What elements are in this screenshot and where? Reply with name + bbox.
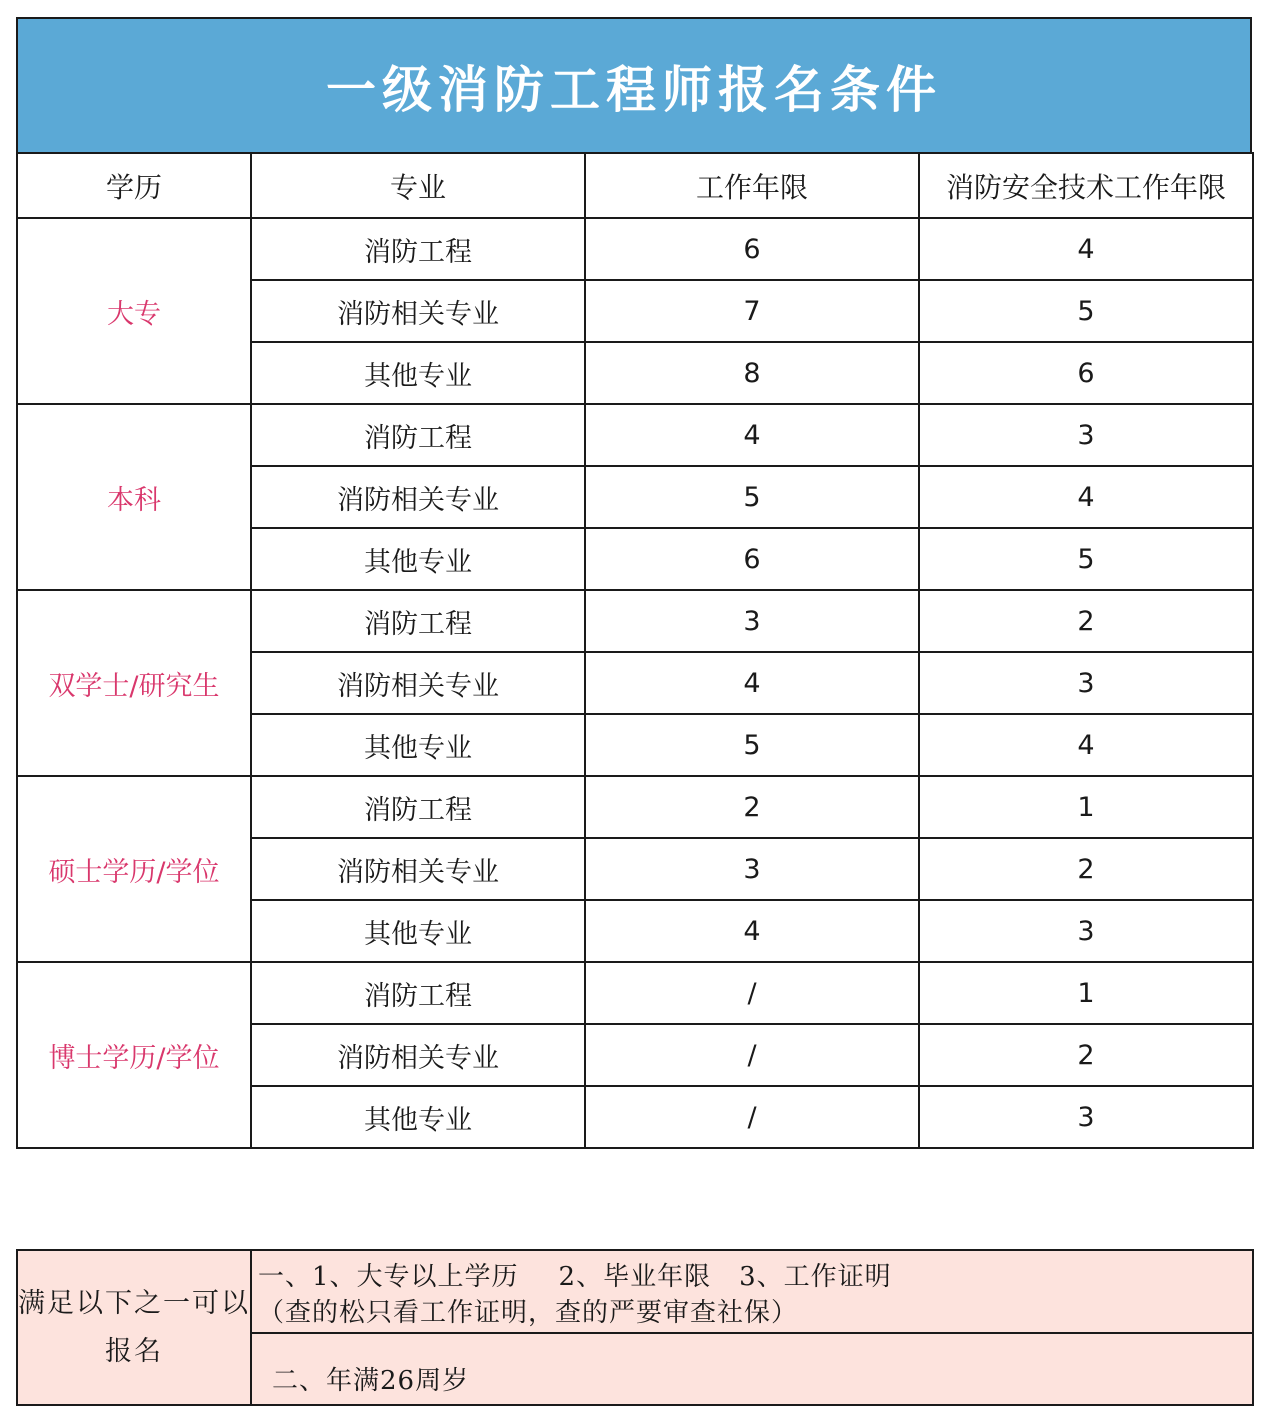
fire-work-years-cell: 1 [919, 776, 1253, 838]
footer-grid [16, 1249, 1254, 1406]
table-row [17, 962, 1253, 1024]
work-years-cell: / [585, 962, 919, 1024]
fire-work-years-cell: 3 [919, 404, 1253, 466]
education-cell: 双学士/研究生 [17, 590, 251, 776]
table-row [17, 404, 1253, 466]
fire-work-years-cell: 5 [919, 280, 1253, 342]
work-years-cell: 7 [585, 280, 919, 342]
fire-work-years-cell: 2 [919, 1024, 1253, 1086]
work-years-cell: 4 [585, 900, 919, 962]
fire-work-years-cell: 3 [919, 1086, 1253, 1148]
work-years-cell: 5 [585, 714, 919, 776]
major-cell: 其他专业 [251, 714, 585, 776]
major-cell: 消防相关专业 [251, 280, 585, 342]
work-years-cell: 2 [585, 776, 919, 838]
option1-item-c: 3、工作证明 [739, 1262, 892, 1292]
footer-option-2: 二、年满26周岁 [251, 1333, 1253, 1405]
education-cell: 本科 [17, 404, 251, 590]
major-cell: 消防相关专业 [251, 466, 585, 528]
table-row [17, 590, 1253, 652]
major-cell: 消防工程 [251, 776, 585, 838]
fire-work-years-cell: 5 [919, 528, 1253, 590]
major-cell: 其他专业 [251, 342, 585, 404]
footer-table [16, 1249, 1252, 1406]
title-bar [16, 17, 1252, 152]
option1-note: （查的松只看工作证明，查的严要审查社保） [258, 1298, 799, 1328]
work-years-cell: 8 [585, 342, 919, 404]
work-years-cell: 4 [585, 404, 919, 466]
header-work-years: 工作年限 [585, 153, 919, 218]
major-cell: 消防相关专业 [251, 652, 585, 714]
major-cell: 其他专业 [251, 900, 585, 962]
page-title: 一级消防工程师报名条件 [326, 60, 942, 119]
table-row [17, 776, 1253, 838]
major-cell: 其他专业 [251, 528, 585, 590]
table-row [17, 218, 1253, 280]
major-cell: 消防工程 [251, 218, 585, 280]
major-cell: 消防相关专业 [251, 838, 585, 900]
work-years-cell: 5 [585, 466, 919, 528]
fire-work-years-cell: 2 [919, 590, 1253, 652]
requirements-body [17, 218, 1253, 1148]
fire-work-years-cell: 2 [919, 838, 1253, 900]
major-cell: 其他专业 [251, 1086, 585, 1148]
major-cell: 消防工程 [251, 962, 585, 1024]
fire-work-years-cell: 3 [919, 900, 1253, 962]
work-years-cell: / [585, 1024, 919, 1086]
requirements-grid [16, 152, 1254, 1149]
work-years-cell: 6 [585, 528, 919, 590]
option1-item-b: 2、毕业年限 [558, 1262, 712, 1292]
work-years-cell: 3 [585, 590, 919, 652]
header-row [17, 153, 1253, 218]
header-education: 学历 [17, 153, 251, 218]
header-fire-work-years: 消防安全技术工作年限 [919, 153, 1253, 218]
work-years-cell: 6 [585, 218, 919, 280]
fire-work-years-cell: 6 [919, 342, 1253, 404]
major-cell: 消防工程 [251, 590, 585, 652]
fire-work-years-cell: 1 [919, 962, 1253, 1024]
education-cell: 博士学历/学位 [17, 962, 251, 1148]
work-years-cell: / [585, 1086, 919, 1148]
option1-item-a: 一、1、大专以上学历 [258, 1262, 519, 1292]
footer-option-1 [251, 1250, 1253, 1333]
education-cell: 硕士学历/学位 [17, 776, 251, 962]
fire-work-years-cell: 4 [919, 466, 1253, 528]
education-cell: 大专 [17, 218, 251, 404]
work-years-cell: 3 [585, 838, 919, 900]
requirements-table [16, 17, 1252, 1149]
major-cell: 消防相关专业 [251, 1024, 585, 1086]
fire-work-years-cell: 4 [919, 218, 1253, 280]
fire-work-years-cell: 3 [919, 652, 1253, 714]
header-major: 专业 [251, 153, 585, 218]
work-years-cell: 4 [585, 652, 919, 714]
footer-label: 满足以下之一可以报名 [17, 1250, 251, 1405]
fire-work-years-cell: 4 [919, 714, 1253, 776]
major-cell: 消防工程 [251, 404, 585, 466]
